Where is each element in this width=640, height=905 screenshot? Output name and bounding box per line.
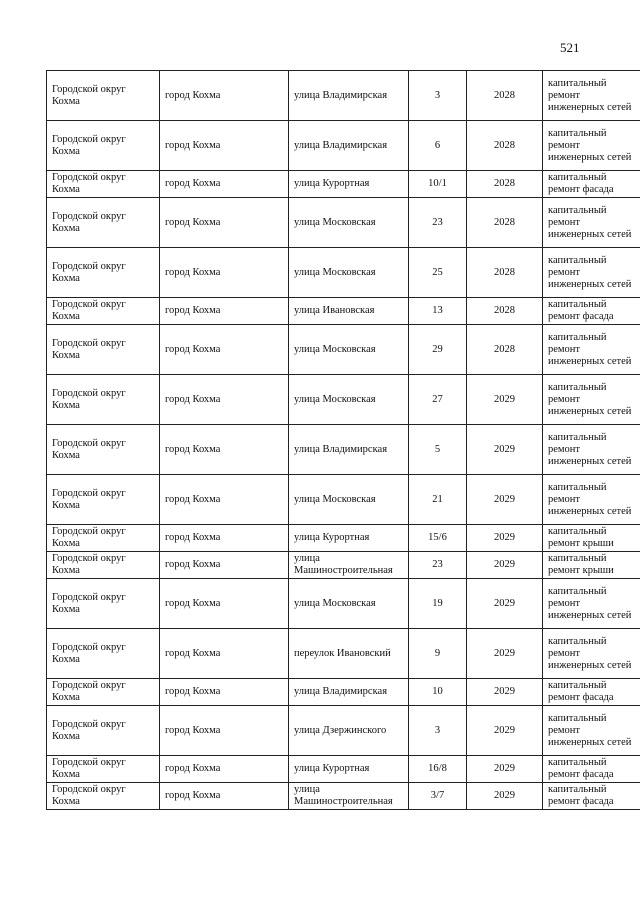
district-cell: Городской округ Кохма	[47, 325, 160, 375]
street-cell: улица Московская	[289, 325, 409, 375]
house-number-cell: 27	[409, 375, 467, 425]
table-row	[47, 475, 640, 525]
district-cell: Городской округ Кохма	[47, 425, 160, 475]
table-row	[47, 71, 640, 121]
table-row	[47, 629, 640, 679]
work-type-cell: капитальный ремонт инженерных сетей	[543, 121, 640, 171]
work-type-cell: капитальный ремонт фасада	[543, 171, 640, 198]
district-cell: Городской округ Кохма	[47, 198, 160, 248]
district-cell: Городской округ Кохма	[47, 679, 160, 706]
year-cell: 2029	[467, 706, 543, 756]
district-cell: Городской округ Кохма	[47, 629, 160, 679]
city-cell: город Кохма	[160, 525, 289, 552]
street-cell: улица Курортная	[289, 525, 409, 552]
house-number-cell: 13	[409, 298, 467, 325]
year-cell: 2029	[467, 756, 543, 783]
table-row	[47, 425, 640, 475]
city-cell: город Кохма	[160, 552, 289, 579]
street-cell: улица Московская	[289, 375, 409, 425]
district-cell: Городской округ Кохма	[47, 71, 160, 121]
year-cell: 2028	[467, 71, 543, 121]
work-type-cell: капитальный ремонт крыши	[543, 525, 640, 552]
year-cell: 2028	[467, 325, 543, 375]
house-number-cell: 3	[409, 706, 467, 756]
house-number-cell: 9	[409, 629, 467, 679]
city-cell: город Кохма	[160, 756, 289, 783]
district-cell: Городской округ Кохма	[47, 579, 160, 629]
registry-table-body	[47, 71, 640, 810]
district-cell: Городской округ Кохма	[47, 756, 160, 783]
year-cell: 2029	[467, 475, 543, 525]
house-number-cell: 10/1	[409, 171, 467, 198]
city-cell: город Кохма	[160, 375, 289, 425]
district-cell: Городской округ Кохма	[47, 248, 160, 298]
district-cell: Городской округ Кохма	[47, 121, 160, 171]
table-row	[47, 756, 640, 783]
street-cell: переулок Ивановский	[289, 629, 409, 679]
house-number-cell: 10	[409, 679, 467, 706]
house-number-cell: 15/6	[409, 525, 467, 552]
year-cell: 2028	[467, 171, 543, 198]
district-cell: Городской округ Кохма	[47, 375, 160, 425]
year-cell: 2029	[467, 425, 543, 475]
city-cell: город Кохма	[160, 425, 289, 475]
city-cell: город Кохма	[160, 679, 289, 706]
year-cell: 2028	[467, 198, 543, 248]
district-cell: Городской округ Кохма	[47, 552, 160, 579]
work-type-cell: капитальный ремонт инженерных сетей	[543, 629, 640, 679]
work-type-cell: капитальный ремонт инженерных сетей	[543, 71, 640, 121]
street-cell: улица Владимирская	[289, 679, 409, 706]
city-cell: город Кохма	[160, 475, 289, 525]
table-row	[47, 198, 640, 248]
city-cell: город Кохма	[160, 71, 289, 121]
street-cell: улица Курортная	[289, 171, 409, 198]
year-cell: 2029	[467, 783, 543, 810]
district-cell: Городской округ Кохма	[47, 706, 160, 756]
house-number-cell: 23	[409, 552, 467, 579]
page-number: 521	[560, 40, 580, 55]
table-row	[47, 525, 640, 552]
work-type-cell: капитальный ремонт фасада	[543, 298, 640, 325]
house-number-cell: 29	[409, 325, 467, 375]
work-type-cell: капитальный ремонт инженерных сетей	[543, 475, 640, 525]
table-row	[47, 171, 640, 198]
work-type-cell: капитальный ремонт инженерных сетей	[543, 248, 640, 298]
street-cell: улица Курортная	[289, 756, 409, 783]
district-cell: Городской округ Кохма	[47, 783, 160, 810]
work-type-cell: капитальный ремонт фасада	[543, 756, 640, 783]
table-row	[47, 579, 640, 629]
year-cell: 2029	[467, 375, 543, 425]
city-cell: город Кохма	[160, 248, 289, 298]
work-type-cell: капитальный ремонт крыши	[543, 552, 640, 579]
street-cell: улица Владимирская	[289, 121, 409, 171]
house-number-cell: 6	[409, 121, 467, 171]
work-type-cell: капитальный ремонт инженерных сетей	[543, 706, 640, 756]
table-row	[47, 375, 640, 425]
work-type-cell: капитальный ремонт инженерных сетей	[543, 325, 640, 375]
house-number-cell: 19	[409, 579, 467, 629]
year-cell: 2029	[467, 629, 543, 679]
street-cell: улица Владимирская	[289, 71, 409, 121]
year-cell: 2028	[467, 121, 543, 171]
city-cell: город Кохма	[160, 706, 289, 756]
house-number-cell: 3	[409, 71, 467, 121]
table-row	[47, 248, 640, 298]
house-number-cell: 25	[409, 248, 467, 298]
year-cell: 2029	[467, 679, 543, 706]
district-cell: Городской округ Кохма	[47, 525, 160, 552]
street-cell: улица Владимирская	[289, 425, 409, 475]
street-cell: улица Московская	[289, 579, 409, 629]
city-cell: город Кохма	[160, 121, 289, 171]
work-type-cell: капитальный ремонт инженерных сетей	[543, 579, 640, 629]
city-cell: город Кохма	[160, 298, 289, 325]
registry-table	[46, 70, 640, 810]
city-cell: город Кохма	[160, 629, 289, 679]
year-cell: 2029	[467, 525, 543, 552]
street-cell: улица Ивановская	[289, 298, 409, 325]
street-cell: улица Дзержинского	[289, 706, 409, 756]
house-number-cell: 21	[409, 475, 467, 525]
table-row	[47, 298, 640, 325]
work-type-cell: капитальный ремонт инженерных сетей	[543, 198, 640, 248]
street-cell: улица Московская	[289, 475, 409, 525]
street-cell: улица Машиностроительная	[289, 552, 409, 579]
table-row	[47, 325, 640, 375]
district-cell: Городской округ Кохма	[47, 298, 160, 325]
work-type-cell: капитальный ремонт фасада	[543, 679, 640, 706]
work-type-cell: капитальный ремонт инженерных сетей	[543, 425, 640, 475]
house-number-cell: 23	[409, 198, 467, 248]
year-cell: 2029	[467, 552, 543, 579]
year-cell: 2028	[467, 298, 543, 325]
city-cell: город Кохма	[160, 198, 289, 248]
street-cell: улица Московская	[289, 248, 409, 298]
table-row	[47, 552, 640, 579]
work-type-cell: капитальный ремонт инженерных сетей	[543, 375, 640, 425]
street-cell: улица Машиностроительная	[289, 783, 409, 810]
house-number-cell: 3/7	[409, 783, 467, 810]
house-number-cell: 16/8	[409, 756, 467, 783]
city-cell: город Кохма	[160, 325, 289, 375]
district-cell: Городской округ Кохма	[47, 171, 160, 198]
city-cell: город Кохма	[160, 783, 289, 810]
city-cell: город Кохма	[160, 171, 289, 198]
table-row	[47, 783, 640, 810]
year-cell: 2029	[467, 579, 543, 629]
city-cell: город Кохма	[160, 579, 289, 629]
street-cell: улица Московская	[289, 198, 409, 248]
table-row	[47, 121, 640, 171]
table-row	[47, 679, 640, 706]
house-number-cell: 5	[409, 425, 467, 475]
year-cell: 2028	[467, 248, 543, 298]
table-row	[47, 706, 640, 756]
work-type-cell: капитальный ремонт фасада	[543, 783, 640, 810]
district-cell: Городской округ Кохма	[47, 475, 160, 525]
